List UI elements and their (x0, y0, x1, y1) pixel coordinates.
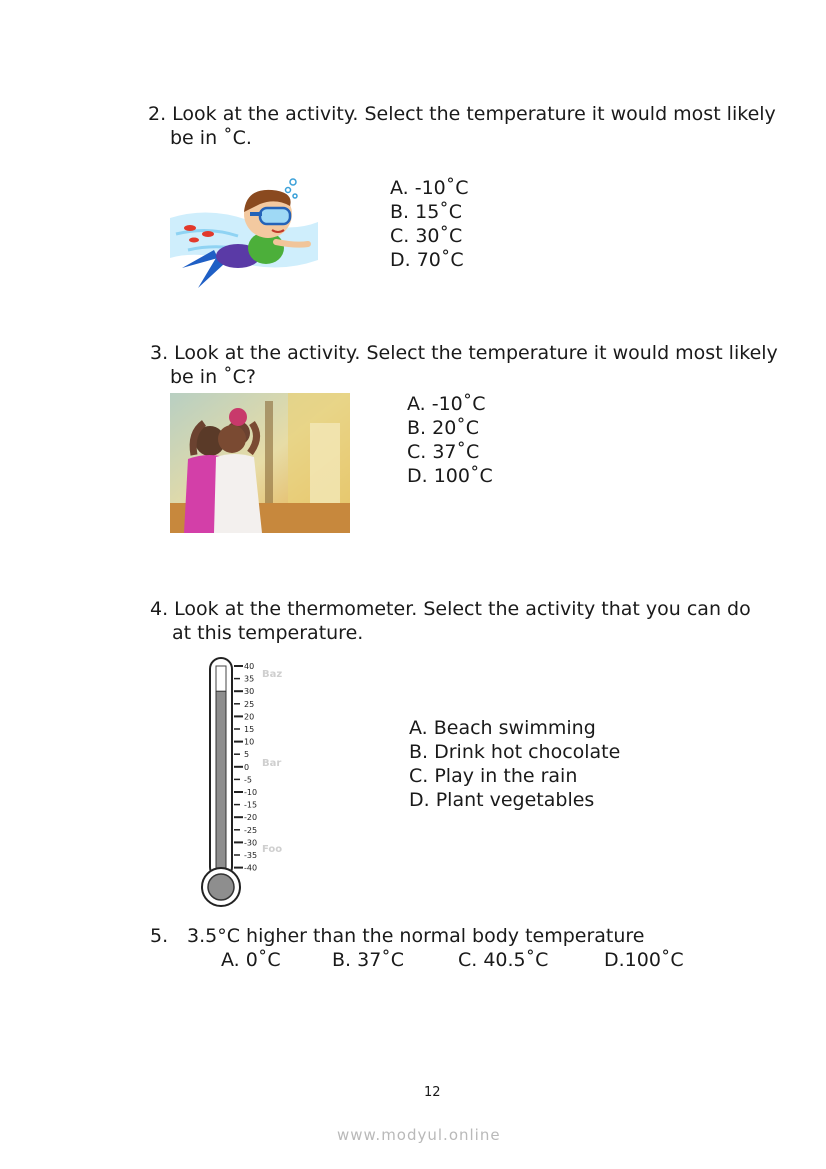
q4-option-d[interactable]: D. Plant vegetables (409, 789, 595, 811)
thermo-tick-label: 10 (244, 737, 255, 747)
thermo-tick-label: -25 (244, 825, 258, 835)
q4-line1: 4. Look at the thermometer. Select the activity that you can do (150, 598, 751, 620)
q3-option-d[interactable]: D. 100˚C (407, 465, 493, 487)
thermo-tick-label: -10 (244, 788, 258, 797)
q2-swimming-image (168, 176, 318, 294)
q2-line1: 2. Look at the activity. Select the temperature it would most likely (148, 103, 776, 125)
q2-option-a[interactable]: A. -10˚C (390, 177, 469, 199)
q3-prompt (150, 341, 778, 389)
q2-option-b[interactable]: B. 15˚C (390, 201, 463, 223)
q5-number: 5. (150, 925, 169, 947)
thermo-tick-label: -35 (244, 851, 258, 860)
q3-option-a[interactable]: A. -10˚C (407, 393, 486, 415)
thermo-tick-label: 20 (244, 712, 255, 722)
thermo-label-bar: Bar (262, 758, 282, 769)
thermo-tick-label: 35 (244, 674, 255, 684)
thermo-tick-label: 5 (244, 750, 250, 760)
q3-option-b[interactable]: B. 20˚C (407, 417, 480, 439)
thermo-tick-label: -30 (244, 838, 258, 848)
thermo-tick-label: 15 (244, 725, 255, 734)
q3-line2: be in ˚C? (170, 366, 257, 388)
page-number: 12 (424, 1085, 441, 1100)
q5-option-d[interactable]: D.100˚C (604, 949, 684, 971)
thermo-tick-label: -5 (244, 775, 252, 785)
q4-prompt (150, 597, 751, 645)
q4-line2: at this temperature. (172, 622, 364, 644)
q3-options (407, 392, 493, 488)
thermo-tick-label: -15 (244, 800, 258, 810)
q4-option-c[interactable]: C. Play in the rain (409, 765, 578, 787)
q4-option-a[interactable]: A. Beach swimming (409, 717, 596, 739)
q3-option-c[interactable]: C. 37˚C (407, 441, 480, 463)
q5-option-a[interactable]: A. 0˚C (221, 949, 281, 971)
thermo-tick-label: 0 (244, 762, 250, 772)
thermo-tick-label: 25 (244, 699, 255, 709)
thermo-tick-label: 40 (244, 662, 255, 671)
thermo-mercury (216, 691, 226, 878)
q5-option-c[interactable]: C. 40.5˚C (458, 949, 549, 971)
q4-option-b[interactable]: B. Drink hot chocolate (409, 741, 621, 763)
watermark: www.modyul.online (337, 1126, 501, 1144)
q2-prompt (148, 102, 776, 150)
q3-children-photo (170, 393, 350, 533)
thermo-label-foo: Foo (262, 844, 283, 855)
q2-option-c[interactable]: C. 30˚C (390, 225, 463, 247)
q5-option-b[interactable]: B. 37˚C (332, 949, 405, 971)
thermo-tick-label: -20 (244, 813, 258, 823)
q4-thermometer (196, 656, 306, 908)
q2-options (390, 176, 469, 272)
q5-text: 3.5°C higher than the normal body temperature (187, 925, 645, 947)
q3-line1: 3. Look at the activity. Select the temperature it would most likely (150, 342, 778, 364)
q2-line2: be in ˚C. (170, 127, 252, 149)
thermo-tick-label: 30 (244, 687, 255, 697)
thermo-tick-label: -40 (244, 863, 258, 873)
q2-option-d[interactable]: D. 70˚C (390, 249, 464, 271)
thermo-label-baz: Baz (262, 669, 283, 680)
q4-options (409, 716, 620, 812)
